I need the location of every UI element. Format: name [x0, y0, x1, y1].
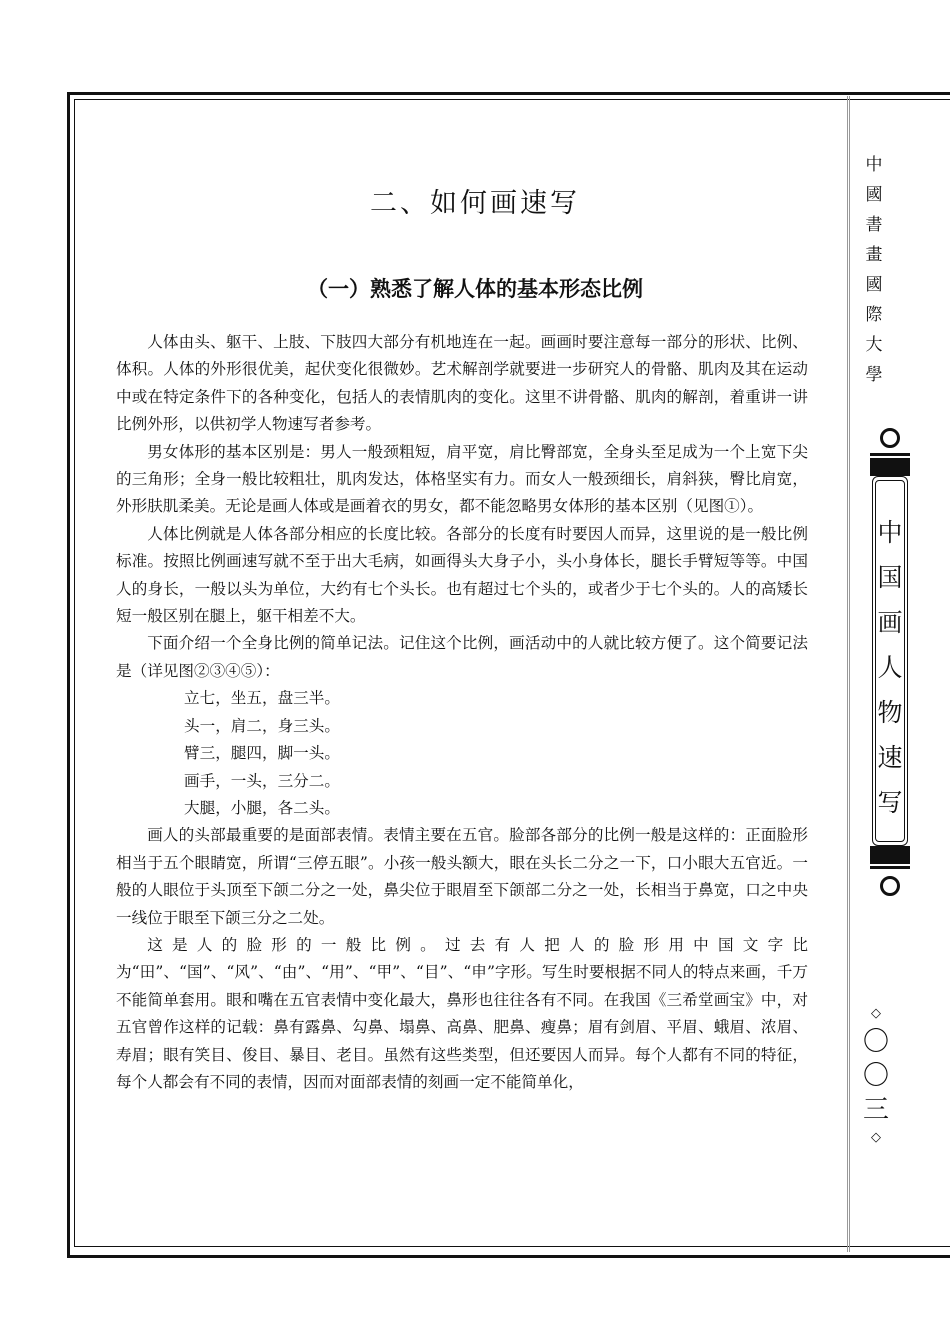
side-divider — [847, 96, 848, 1252]
paragraph: 这是人的脸形的一般比例。过去有人把人的脸形用中国文字比为“田”、“国”、“风”、“由”、“用”、“甲”、“目”、“申”字形。写生时要根据不同人的特点来画，千万不能简单套用。眼和嘴在五官表情中变化最大，鼻形也往往各有不同。在我国《三希堂画宝》中，对五官曾作这样的记载：鼻有露鼻、勾鼻、塌鼻、高鼻、肥鼻、瘦鼻；眉有剑眉、平眉、蛾眉、浓眉、寿眉；眼有笑目、俊目、暴目、老目。虽然有这些类型，但还要因人而异。每个人都有不同的特征，每个人都会有不同的表情，因而对面部表情的刻画一定不能简单化， — [116, 935, 808, 1091]
paragraph: 下面介绍一个全身比例的简单记法。记住这个比例，画活动中的人就比较方便了。这个简要记法是（详见图②③④⑤）： — [116, 634, 808, 680]
section-subtitle: （一）熟悉了解人体的基本形态比例 — [307, 277, 643, 301]
ornament-cap-bottom — [870, 846, 910, 864]
diamond-icon: ◇ — [871, 1130, 881, 1145]
page-number: ◇ 〇 〇 三 ◇ — [858, 1003, 894, 1149]
ornament-bar-top — [870, 453, 910, 456]
body-text — [116, 329, 808, 1096]
paragraph: 人体比例就是人体各部分相应的长度比较。各部分的长度有时要因人而异，这里说的是一般比例标准。按照比例画速写就不至于出大毛病，如画得头大身子小，头小身体长，腿长手臂短等等。中国人的身长，一般以头为单位，大约有七个头长。也有超过七个头的，或者少于七个头的。人的高矮长短一般区别在腿上，躯干相差不大。 — [116, 524, 808, 626]
chapter-title: 二、如何画速写 — [370, 188, 580, 219]
verse-line: 头一，肩二，身三头。 — [184, 716, 340, 735]
ornament-cap-top — [870, 458, 910, 476]
side-publisher-name: 中 國 書 畫 國 際 大 學 — [865, 155, 883, 385]
side-book-title: 中 国 画 人 物 速 写 — [877, 518, 903, 817]
verse-line: 立七，坐五，盘三半。 — [184, 689, 340, 708]
ornament-ring-bottom — [880, 876, 900, 896]
verse-line: 臂三，腿四，脚一头。 — [184, 744, 340, 763]
paragraph: 人体由头、躯干、上肢、下肢四大部分有机地连在一起。画画时要注意每一部分的形状、比例、体积。人体的外形很优美，起伏变化很微妙。艺术解剖学就要进一步研究人的骨骼、肌肉及其在运动中或在特定条件下的各种变化，包括人的表情肌肉的变化。这里不讲骨骼、肌肉的解剖，着重讲一讲比例外形，以供初学人物速写者参考。 — [116, 333, 808, 434]
verse-line: 大腿，小腿，各二头。 — [184, 798, 340, 817]
diamond-icon: ◇ — [871, 1006, 881, 1021]
paragraph: 男女体形的基本区别是：男人一般颈粗短，肩平宽，肩比臀部宽，全身头至足成为一个上宽下尖的三角形；全身一般比较粗壮，肌肉发达，体格坚实有力。而女人一般颈细长，肩斜狭，臀比肩宽，外形肤肌柔美。无论是画人体或是画着衣的男女，都不能忽略男女体形的基本区别（见图①）。 — [116, 442, 808, 516]
ornament-bar-bottom — [870, 866, 910, 869]
paragraph: 画人的头部最重要的是面部表情。表情主要在五官。脸部各部分的比例一般是这样的：正面脸形相当于五个眼睛宽，所谓“三停五眼”。小孩一般头额大，眼在头长二分之一下，口小眼大五官近。一般的人眼位于头顶至下颌二分之一处，鼻尖位于眼眉至下颌部二分之一处，长相当于鼻宽，口之中央一线位于眼至下颌三分之二处。 — [116, 826, 808, 927]
side-divider-2 — [849, 96, 850, 1252]
verse-line: 画手，一头，三分二。 — [184, 771, 340, 790]
ornament-ring-top — [880, 428, 900, 448]
